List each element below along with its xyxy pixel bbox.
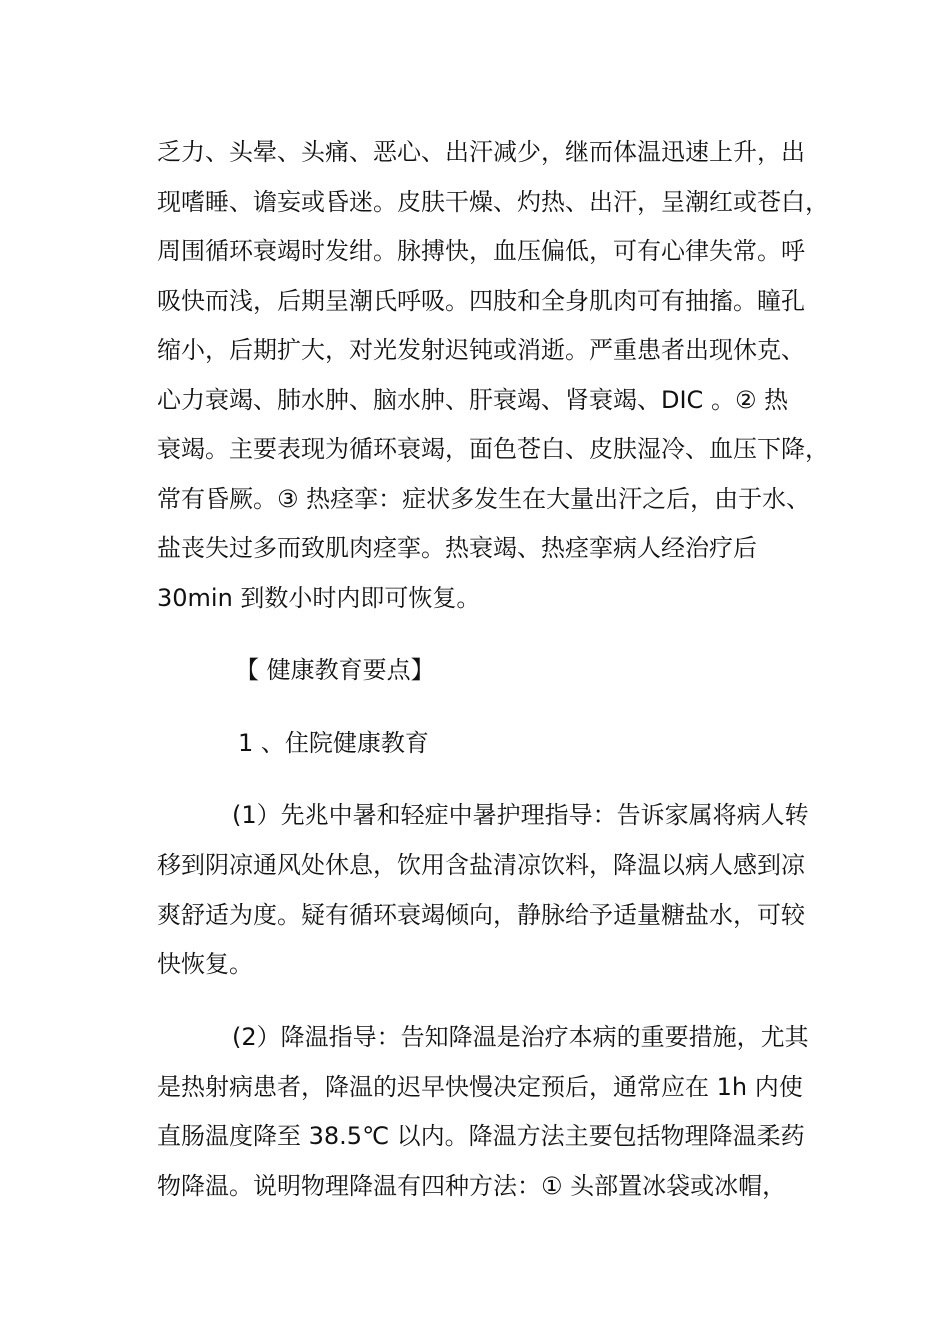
text-line: 常有昏厥。③ 热痉挛：症状多发生在大量出汗之后，由于水、 [157, 485, 811, 513]
text-line: (2）降温指导：告知降温是治疗本病的重要措施，尤其 [232, 1023, 809, 1051]
text-line: 现嗜睡、谵妄或昏迷。皮肤干燥、灼热、出汗，呈潮红或苍白， [157, 188, 829, 216]
text-line: 乏力、头晕、头痛、恶心、出汗减少，继而体温迅速上升，出 [157, 138, 805, 166]
text-line: (1）先兆中暑和轻症中暑护理指导：告诉家属将病人转 [232, 801, 809, 829]
section-heading: 【 健康教育要点】 [235, 656, 435, 684]
text-line: 盐丧失过多而致肌肉痉挛。热衰竭、热痉挛病人经治疗后 [157, 534, 757, 562]
text-line: 直肠温度降至 38.5℃ 以内。降温方法主要包括物理降温柔药 [157, 1122, 805, 1150]
text-line: 移到阴凉通风处休息，饮用含盐清凉饮料，降温以病人感到凉 [157, 851, 805, 879]
text-line: 衰竭。主要表现为循环衰竭，面色苍白、皮肤湿冷、血压下降， [157, 435, 829, 463]
text-line: 快恢复。 [157, 950, 253, 978]
text-line: 周围循环衰竭时发绀。脉搏快，血压偏低，可有心律失常。呼 [157, 237, 805, 265]
text-line: 物降温。说明物理降温有四种方法：① 头部置冰袋或冰帽， [157, 1172, 787, 1200]
text-line: 是热射病患者，降温的迟早快慢决定预后，通常应在 1h 内使 [157, 1073, 803, 1101]
text-line: 吸快而浅，后期呈潮氏呼吸。四肢和全身肌肉可有抽搐。瞳孔 [157, 287, 805, 315]
text-line: 心力衰竭、肺水肿、脑水肿、肝衰竭、肾衰竭、DIC 。② 热 [157, 386, 789, 414]
sub-heading: 1 、住院健康教育 [238, 729, 429, 757]
text-line: 30min 到数小时内即可恢复。 [157, 584, 481, 612]
text-line: 缩小，后期扩大，对光发射迟钝或消逝。严重患者出现休克、 [157, 336, 805, 364]
text-line: 爽舒适为度。疑有循环衰竭倾向，静脉给予适量糖盐水，可较 [157, 901, 805, 929]
